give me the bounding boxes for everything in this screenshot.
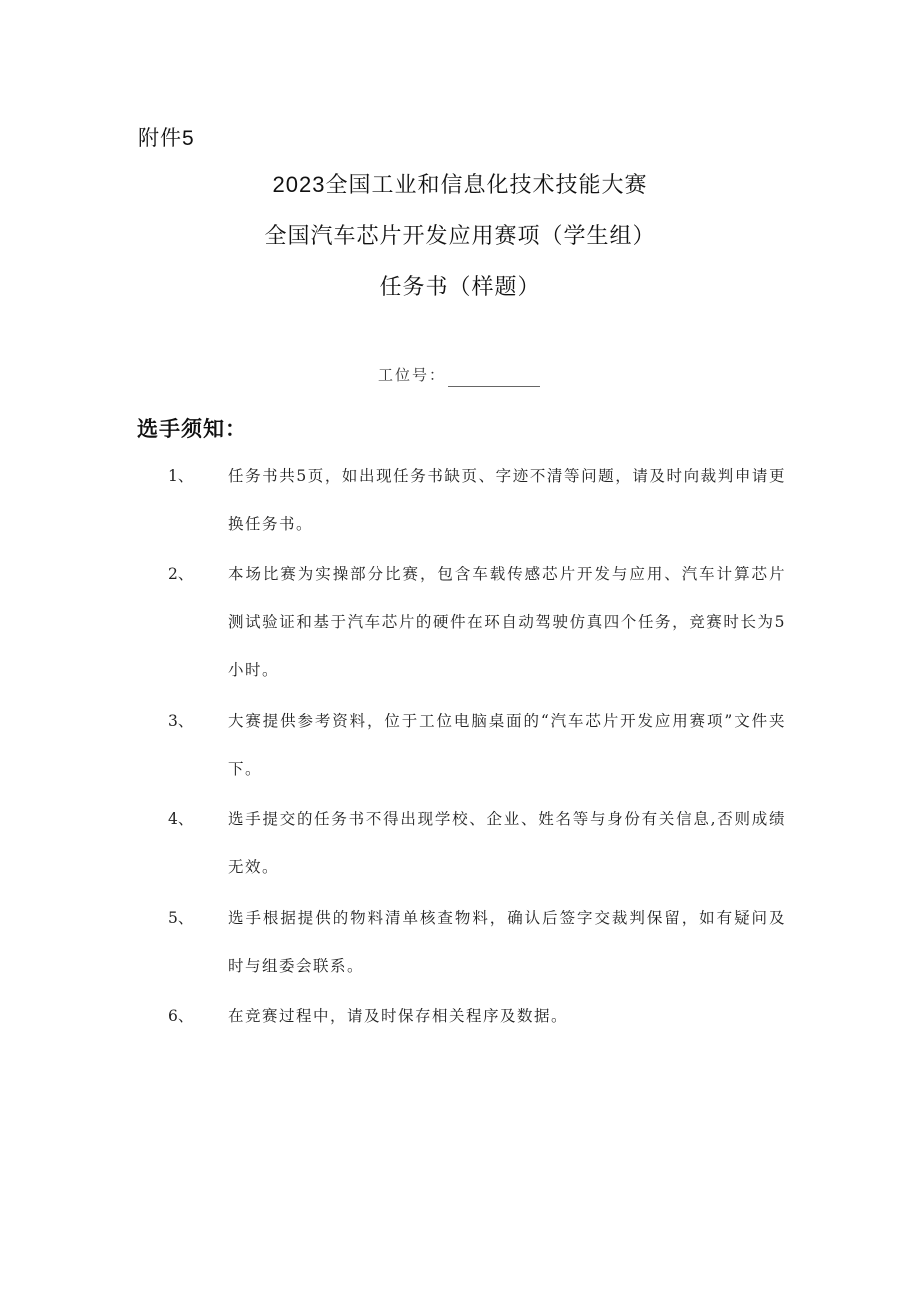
notice-heading: 选手须知： bbox=[137, 417, 247, 441]
notice-item-text: 任务书共5页，如出现任务书缺页、字迹不清等问题，请及时向裁判申请更换任务书。 bbox=[228, 467, 786, 533]
workstation-blank-line bbox=[448, 369, 540, 387]
notice-item-number: 2、 bbox=[168, 565, 194, 583]
notice-item-number: 4、 bbox=[168, 810, 194, 828]
notice-item-text: 选手根据提供的物料清单核查物料，确认后签字交裁判保留，如有疑问及时与组委会联系。 bbox=[228, 909, 786, 975]
notice-item-text: 在竞赛过程中，请及时保存相关程序及数据。 bbox=[228, 1007, 569, 1025]
workstation-field bbox=[378, 363, 540, 387]
notice-item-number: 1、 bbox=[168, 467, 194, 485]
document-title bbox=[0, 166, 920, 319]
notice-item-text: 选手提交的任务书不得出现学校、企业、姓名等与身份有关信息,否则成绩无效。 bbox=[228, 810, 786, 876]
notice-item-number: 3、 bbox=[168, 712, 194, 730]
attachment-label: 附件5 bbox=[138, 127, 195, 150]
notice-item-number: 5、 bbox=[168, 909, 194, 927]
title-line-competition: 2023全国工业和信息化技术技能大赛 bbox=[272, 172, 648, 197]
title-line-task-book: 任务书（样题） bbox=[379, 274, 541, 299]
title-line-event: 全国汽车芯片开发应用赛项（学生组） bbox=[264, 223, 656, 248]
notice-item-text: 大赛提供参考资料，位于工位电脑桌面的“汽车芯片开发应用赛项”文件夹下。 bbox=[228, 712, 786, 778]
notice-item-number: 6、 bbox=[168, 1007, 194, 1025]
notice-item-text: 本场比赛为实操部分比赛，包含车载传感芯片开发与应用、汽车计算芯片测试验证和基于汽车芯片的硬件在环自动驾驶仿真四个任务，竞赛时长为5小时。 bbox=[228, 565, 786, 679]
workstation-label: 工位号： bbox=[378, 366, 447, 384]
